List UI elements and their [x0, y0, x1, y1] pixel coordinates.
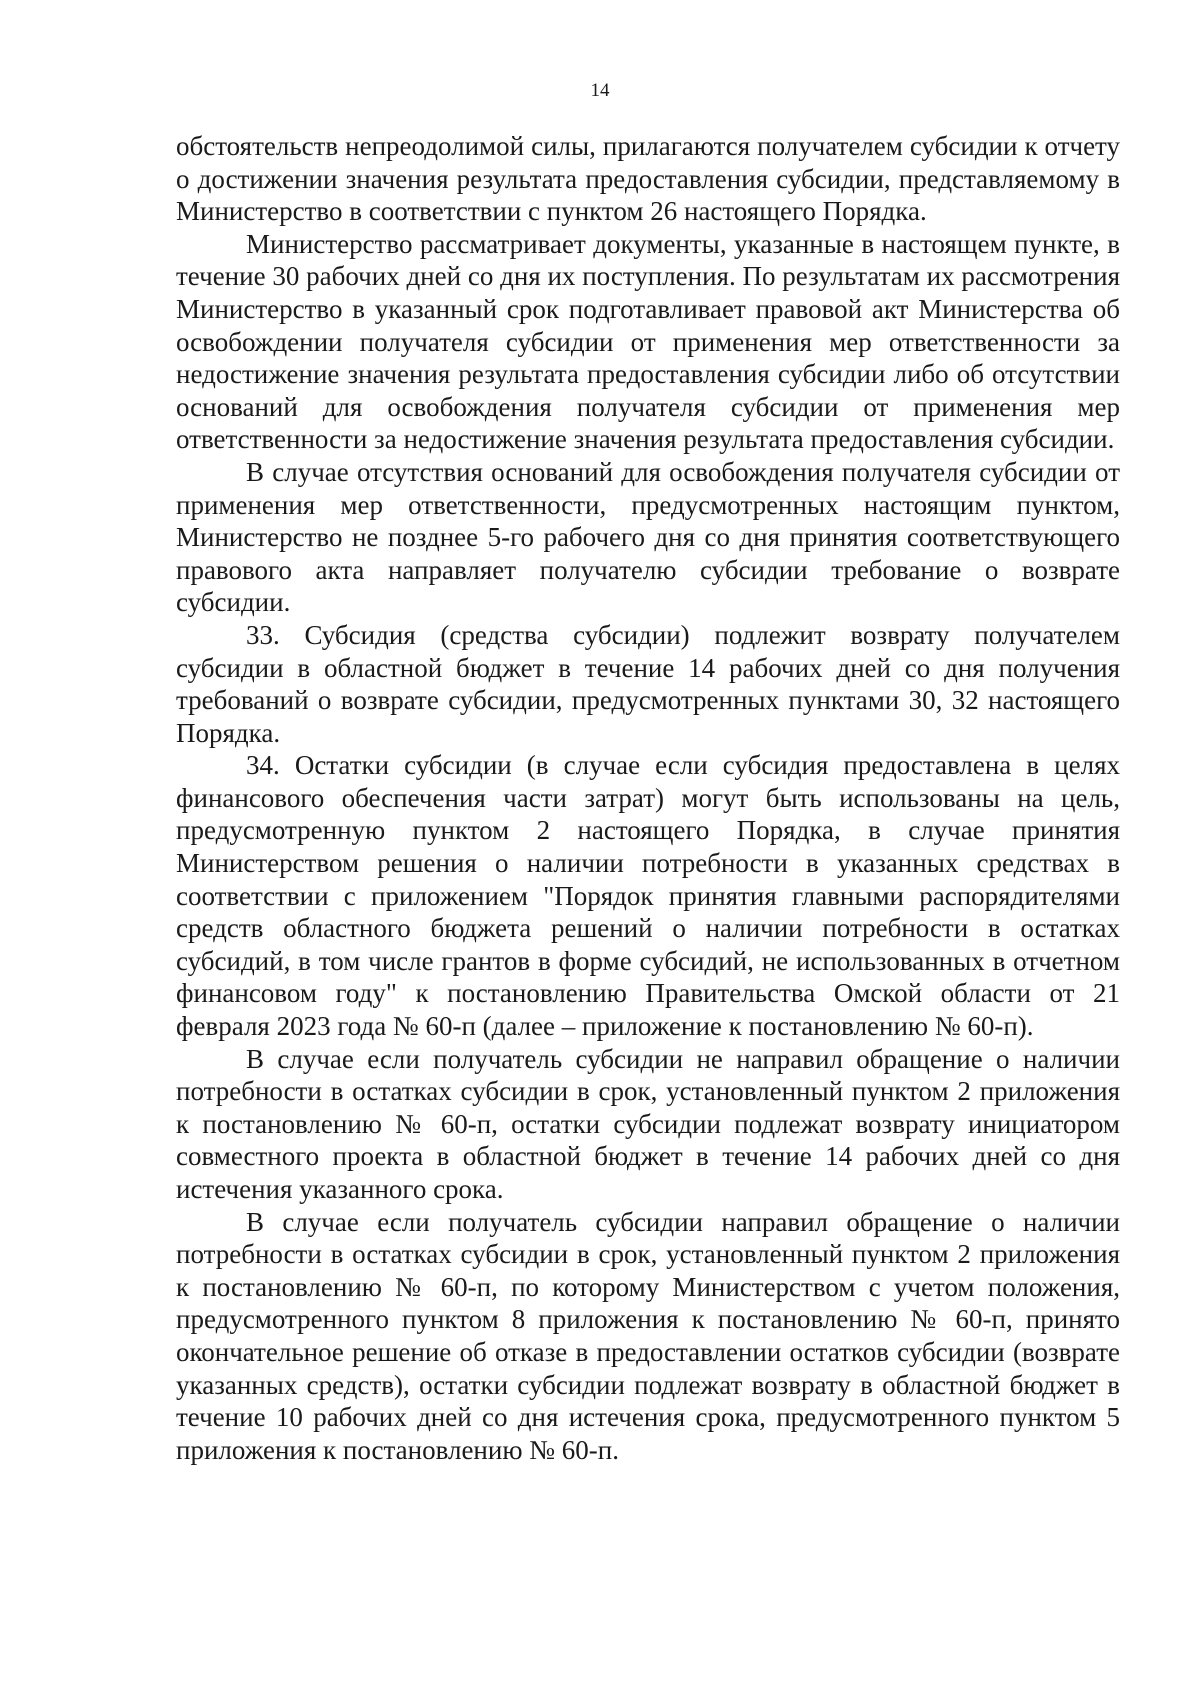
document-body	[176, 130, 1120, 1466]
paragraph-ministry-review: Министерство рассматривает документы, указанные в настоящем пункте, в течение 30 рабочих дней со дня их поступления. По результатам их рассмотрения Министерство в указанный срок подготавливает правовой акт Министерства об освобождении получателя субсидии от применения мер ответственности за недостижение значения результата предоставления субсидии либо об отсутствии оснований для освобождения получателя субсидии от применения мер ответственности за недостижение значения результата предоставления субсидии.	[176, 228, 1120, 455]
paragraph-item-33: 33. Субсидия (средства субсидии) подлежит возврату получателем субсидии в областной бюджет в течение 14 рабочих дней со дня получения требований о возврате субсидии, предусмотренных пунктами 30, 32 настоящего Порядка.	[176, 619, 1120, 748]
paragraph-refund-demand: В случае отсутствия оснований для освобождения получателя субсидии от применения мер ответственности, предусмотренных настоящим пунктом, Министерство не позднее 5-го рабочего дня со дня принятия соответствующего правового акта направляет получателю субсидии требование о возврате субсидии.	[176, 456, 1120, 618]
paragraph-request-refused: В случае если получатель субсидии направил обращение о наличии потребности в остатках субсидии в срок, установленный пунктом 2 приложения к постановлению № 60-п, по которому Министерством с учетом положения, предусмотренного пунктом 8 приложения к постановлению № 60-п, принято окончательное решение об отказе в предоставлении остатков субсидии (возврате указанных средств), остатки субсидии подлежат возврату в областной бюджет в течение 10 рабочих дней со дня истечения срока, предусмотренного пунктом 5 приложения к постановлению № 60-п.	[176, 1206, 1120, 1465]
paragraph-continuation: обстоятельств непреодолимой силы, прилагаются получателем субсидии к отчету о достижении значения результата предоставления субсидии, представляемому в Министерство в соответствии с пунктом 26 настоящего Порядка.	[176, 131, 1120, 227]
page-number: 14	[590, 80, 610, 101]
paragraph-no-request: В случае если получатель субсидии не направил обращение о наличии потребности в остатках субсидии в срок, установленный пунктом 2 приложения к постановлению № 60-п, остатки субсидии подлежат возврату инициатором совместного проекта в областной бюджет в течение 14 рабочих дней со дня истечения указанного срока.	[176, 1043, 1120, 1204]
paragraph-item-34: 34. Остатки субсидии (в случае если субсидия предоставлена в целях финансового обеспечения части затрат) могут быть использованы на цель, предусмотренную пунктом 2 настоящего Порядка, в случае принятия Министерством решения о наличии потребности в указанных средствах в соответствии с приложением "Порядок принятия главными распорядителями средств областного бюджета решений о наличии потребности в остатках субсидий, в том числе грантов в форме субсидий, не использованных в отчетном финансовом году" к постановлению Правительства Омской области от 21 февраля 2023 года № 60-п (далее – приложение к постановлению № 60-п).	[176, 750, 1120, 1042]
